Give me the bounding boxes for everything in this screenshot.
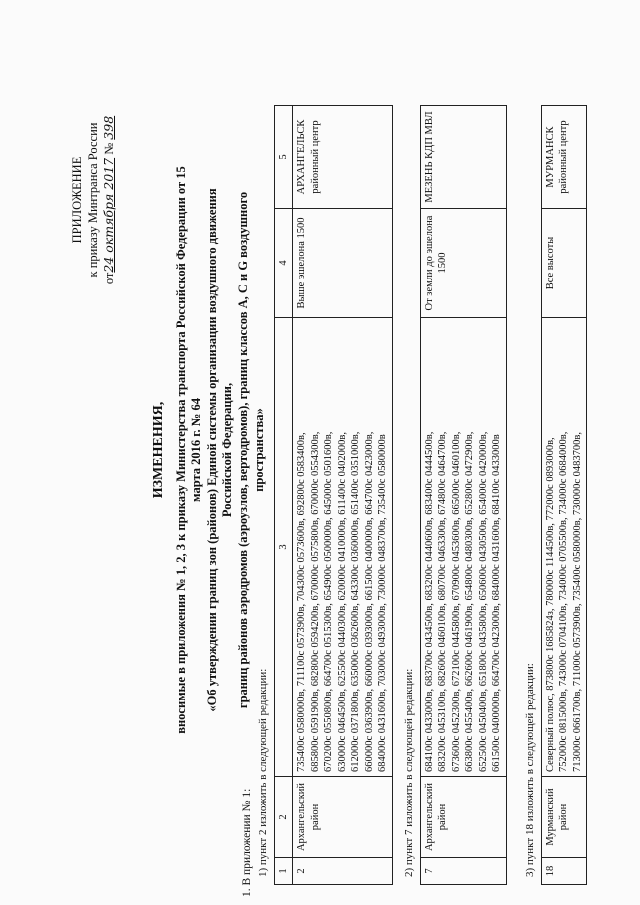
- appendix-title: ПРИЛОЖЕНИЕ: [70, 156, 84, 244]
- coord-line: 713000с 0661700в, 711000с 0573900в, 735400с 0580000в, 730000с 0483700в,: [571, 432, 583, 772]
- coord-line: 670200с 0550800в, 664700с 0515300в, 654900с 0500000в, 645000с 0501600в,: [323, 431, 335, 772]
- row-number: 18: [542, 858, 587, 885]
- row-center: МУРМАНСК районный центр: [542, 106, 587, 209]
- row-limits: Все высоты: [542, 209, 587, 318]
- coord-line: 612000с 0371800в, 635000с 0362600в, 643300с 0360000в, 651400с 0351000в,: [350, 431, 362, 772]
- table-item-2: [274, 105, 393, 885]
- number-prefix: №: [102, 142, 117, 155]
- coord-line: 684000с 0431600в, 703000с 0493000в, 730000с 0483700в, 735400с 0580000в: [377, 434, 389, 772]
- table-item-18: [541, 105, 587, 885]
- row-area: Архангельский район: [421, 777, 507, 858]
- document-heading: [150, 155, 267, 745]
- row-center: МЕЗЕНЬ КДП МВЛ: [421, 106, 507, 209]
- coord-line: 752000с 0815000в, 743000с 0704100в, 734000с 0705500в, 734000с 0684000в,: [558, 431, 570, 772]
- coord-line: 684100с 0433000в, 683700с 0434500в, 683200с 0440600в, 683400с 0444500в,: [424, 431, 435, 772]
- row-center: АРХАНГЕЛЬСК районный центр: [293, 106, 392, 209]
- date-prefix: от: [102, 272, 117, 285]
- table-row: [542, 106, 587, 885]
- appendix-order-line: к приказу Минтранса России: [85, 122, 100, 278]
- coord-line: 660000с 0363900в, 660000с 0393000в, 661500с 0400000в, 664700с 0423000в,: [363, 431, 375, 772]
- coord-line: Северный полюс, 873800с 1685824з, 780000с 1144500в, 772000с 0893000в,: [545, 437, 556, 772]
- table-row: [293, 106, 392, 885]
- coord-line: 683200с 0453100в, 682600с 0460100в, 680700с 0463300в, 674800с 0464700в,: [437, 431, 449, 772]
- header-col-3: 3: [275, 318, 293, 777]
- row-coordinates: [421, 318, 507, 777]
- coord-line: 661500с 0400000в, 664700с 0423000в, 684000с 0431600в, 684100с 0433000в: [491, 434, 503, 772]
- table-item-7: [420, 105, 507, 885]
- row-number: 2: [293, 858, 392, 885]
- item2-label: 2) пункт 7 изложить в следующей редакции:: [403, 668, 415, 877]
- coord-line: 673600с 0452300в, 672100с 0445800в, 670900с 0453600в, 665000с 0460100в,: [450, 431, 462, 772]
- appendix-number: 398: [101, 115, 117, 140]
- heading-line-3: границ районов аэродромов (аэроузлов, вертодромов), границ классов A, C и G воздушного пространства»: [236, 191, 266, 709]
- header-col-5: 5: [275, 106, 293, 209]
- coord-line: 663800с 0455400в, 662600с 0461900в, 654800с 0480300в, 652800с 0472900в,: [464, 431, 476, 772]
- coord-line: 735400с 0580000в, 711100с 0573900в, 704300с 0573600в, 692800с 0583400в,: [296, 432, 308, 772]
- header-col-2: 2: [275, 777, 293, 858]
- header-col-4: 4: [275, 209, 293, 318]
- appendix-date-line: [101, 95, 118, 305]
- heading-line-2: «Об утверждении границ зон (районов) Единой системы организации воздушного движения Российской Федерации,: [204, 188, 235, 712]
- coord-line: 630000с 0464500в, 625500с 0440300в, 620000с 0410000в, 611400с 0402000в,: [336, 432, 348, 772]
- coord-line: 685800с 0591900в, 682800с 0594200в, 670000с 0575800в, 670000с 0554300в,: [309, 431, 321, 772]
- item3-label: 3) пункт 18 изложить в следующей редакции:: [524, 663, 536, 877]
- row-area: Мурманский район: [542, 777, 587, 858]
- row-area: Архангельский район: [293, 777, 392, 858]
- row-coordinates: [542, 318, 587, 777]
- row-limits: Выше эшелона 1500: [293, 209, 392, 318]
- row-coordinates: [293, 318, 392, 777]
- appendix-block: [70, 95, 118, 305]
- appendix-date: 24 октября 2017: [101, 157, 117, 273]
- heading-title: ИЗМЕНЕНИЯ,: [151, 401, 166, 499]
- heading-line-1: вносимые в приложения № 1, 2, 3 к приказу Министерства транспорта Российской Федерации от 15 марта 2016 г. № 64: [173, 166, 204, 734]
- row-limits: От земли до эшелона 1500: [421, 209, 507, 318]
- table-row: [421, 106, 507, 885]
- table-header-row: [275, 106, 293, 885]
- item1-label: 1) пункт 2 изложить в следующей редакции:: [257, 668, 269, 877]
- header-col-1: 1: [275, 858, 293, 885]
- coord-line: 652500с 0450400в, 651800с 0435800в, 650600с 0430500в, 654000с 0420000в,: [477, 431, 489, 772]
- row-number: 7: [421, 858, 507, 885]
- intro-line: 1. В приложении № 1:: [241, 788, 253, 897]
